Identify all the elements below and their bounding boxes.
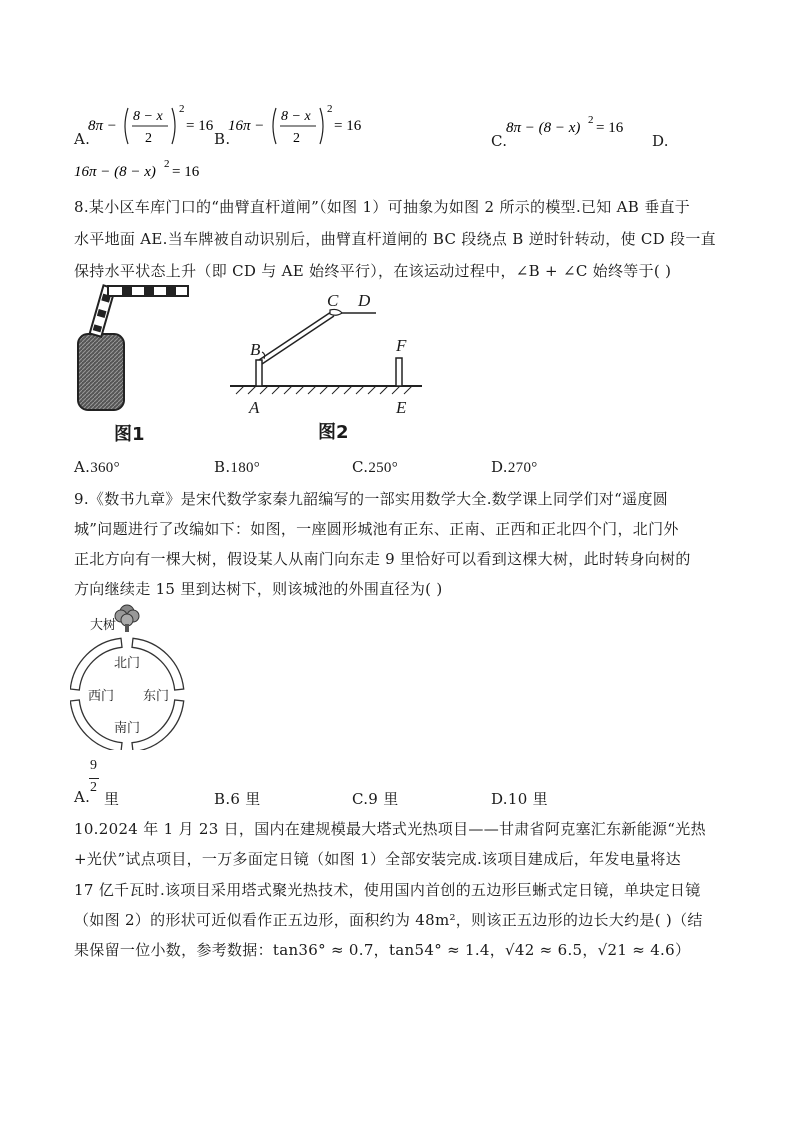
- q10-line-2: +光伏”试点项目，一万多面定日镜（如图 1）全部安装完成.该项目建成后，年发电量将达: [74, 850, 681, 868]
- q8-option-c: C.250°: [352, 458, 399, 476]
- q7-option-c-expression: [506, 114, 636, 142]
- q8-line-1: 8.某小区车库门口的“曲臂直杆道闸”（如图 1）可抽象为如图 2 所示的模型.已知 AB 垂直于: [74, 198, 691, 216]
- tree-icon: [115, 605, 139, 632]
- svg-text:2: 2: [145, 131, 152, 146]
- q9-line-1: 9.《数书九章》是宋代数学家秦九韶编写的一部实用数学大全.数学课上同学们对“遥度圆: [74, 490, 669, 508]
- q7-option-a-label: A.: [74, 130, 91, 148]
- svg-text:2: 2: [327, 103, 333, 115]
- svg-text:8 − x: 8 − x: [281, 109, 311, 124]
- q9-option-b: B.6 里: [214, 790, 261, 808]
- q8-line-2: 水平地面 AE.当车牌被自动识别后，曲臂直杆道闸的 BC 段绕点 B 逆时针转动，使 CD 段一直: [74, 230, 716, 248]
- q9-option-a-unit: 里: [104, 790, 120, 808]
- svg-text:2: 2: [164, 158, 170, 170]
- q8-point-b: B: [250, 340, 261, 359]
- q9-option-a-numerator: 9: [90, 758, 97, 773]
- q7-option-d-label: D.: [652, 132, 669, 150]
- q8-figure-2-caption: 图2: [318, 422, 349, 443]
- svg-text:8 − x: 8 − x: [133, 109, 163, 124]
- q10-line-4: （如图 2）的形状可近似看作正五边形，面积约为 48m²，则该正五边形的边长大约是( )（结: [74, 911, 703, 929]
- q8-figure-1-caption: 图1: [114, 424, 145, 445]
- q9-label-south-gate: 南门: [114, 721, 141, 736]
- q7-option-b-label: B.: [214, 130, 231, 148]
- q8-option-b: B.180°: [214, 458, 261, 476]
- q8-option-a: A.360°: [74, 458, 120, 476]
- q7-option-d-expression: [74, 156, 214, 186]
- q7-option-c-label: C.: [491, 132, 508, 150]
- q7-option-b-expression: [228, 98, 368, 150]
- svg-text:= 16: = 16: [172, 164, 200, 180]
- q9-line-3: 正北方向有一棵大树，假设某人从南门向东走 9 里恰好可以看到这棵大树，此时转身向树的: [74, 550, 691, 568]
- svg-text:= 16: = 16: [334, 118, 362, 134]
- svg-text:8π − (8 − x): 8π − (8 − x): [506, 120, 581, 136]
- q9-line-4: 方向继续走 15 里到达树下，则该城池的外围直径为( ): [74, 580, 443, 598]
- q7-option-a-expression: [88, 98, 216, 150]
- svg-text:16π −: 16π −: [228, 118, 265, 134]
- q9-label-west-gate: 西门: [88, 689, 115, 704]
- q9-option-a-denominator: 2: [90, 780, 97, 795]
- q10-line-3: 17 亿千瓦时.该项目采用塔式聚光热技术，使用国内首创的五边形巨蜥式定日镜，单块定日镜: [74, 881, 701, 899]
- q8-line-3: 保持水平状态上升（即 CD 与 AE 始终平行），在该运动过程中，∠B + ∠C 始终等于( ): [74, 262, 672, 280]
- svg-text:2: 2: [588, 114, 594, 126]
- svg-text:2: 2: [293, 131, 300, 146]
- q8-figure-1-barrier-gate: [70, 282, 200, 414]
- q9-option-c: C.9 里: [352, 790, 399, 808]
- q8-option-d: D.270°: [491, 458, 538, 476]
- q8-point-e: E: [396, 398, 407, 417]
- q9-label-east-gate: 东门: [143, 689, 170, 704]
- svg-text:= 16: = 16: [596, 120, 624, 136]
- q8-point-c: C: [327, 291, 339, 310]
- svg-text:= 16: = 16: [186, 118, 214, 134]
- q9-option-a-fraction-bar: [89, 778, 99, 779]
- q8-point-a: A: [249, 398, 260, 417]
- q9-line-2: 城”问题进行了改编如下：如图，一座圆形城池有正东、正南、正西和正北四个门，北门外: [74, 520, 679, 538]
- q8-point-f: F: [396, 336, 407, 355]
- q9-option-d: D.10 里: [491, 790, 548, 808]
- q9-label-tree: 大树: [90, 618, 117, 633]
- q9-label-north-gate: 北门: [114, 656, 141, 671]
- svg-text:16π − (8 − x): 16π − (8 − x): [74, 164, 156, 180]
- svg-text:2: 2: [179, 103, 185, 115]
- q8-point-d: D: [358, 291, 371, 310]
- q9-option-a-label: A.: [74, 788, 91, 806]
- q10-line-1: 10.2024 年 1 月 23 日，国内在建规模最大塔式光热项目——甘肃省阿克塞汇东新能源“光热: [74, 820, 706, 838]
- svg-text:8π −: 8π −: [88, 118, 117, 134]
- q10-line-5: 果保留一位小数，参考数据：tan36° ≈ 0.7，tan54° ≈ 1.4，√42 ≈ 6.5，√21 ≈ 4.6）: [74, 941, 691, 959]
